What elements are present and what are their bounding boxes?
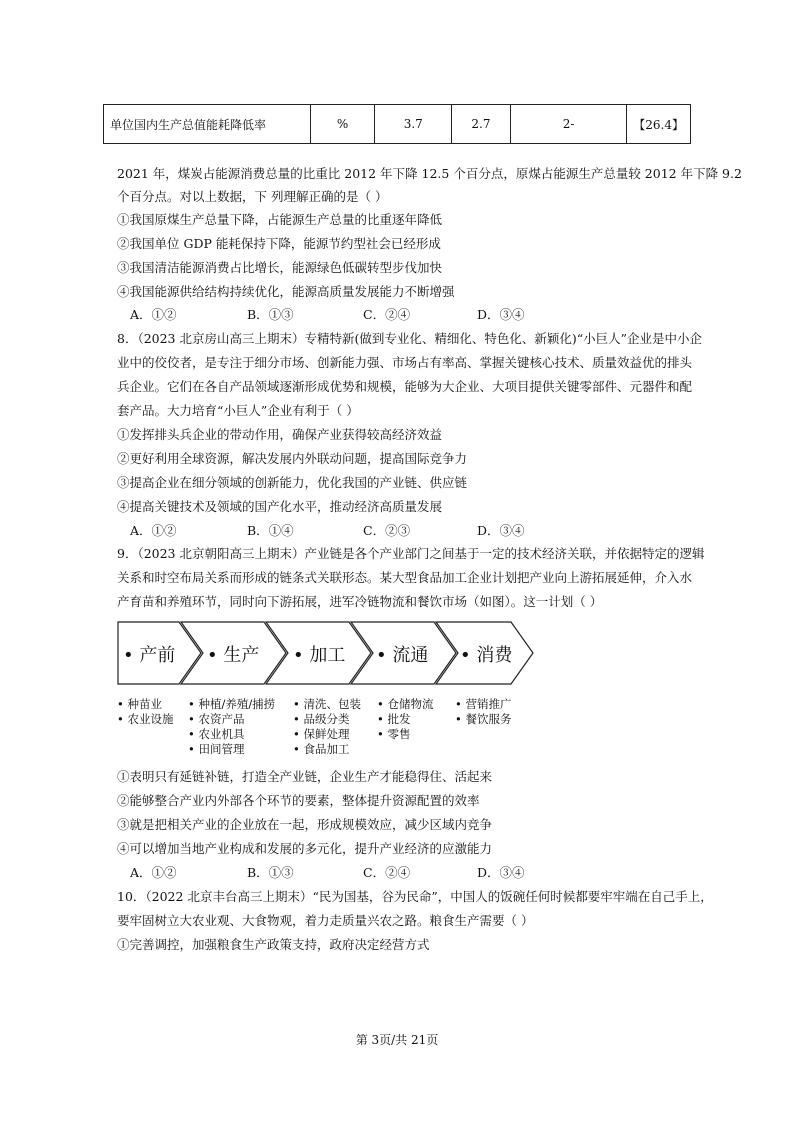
q8-option-c[interactable]: C．②③ (363, 523, 411, 538)
q8-statement-2: ②更好利用全球资源，解决发展内外联动问题，提高国际竞争力 (117, 451, 468, 466)
q7-option-d[interactable]: D．③④ (477, 307, 525, 322)
q9-statement-1: ①表明只有延链补链，打造全产业链，企业生产才能稳得住、活起来 (117, 769, 493, 784)
list-item: • 仓储物流 (377, 697, 434, 711)
q7-statement-4: ④我国能源供给结构持续优化，能源高质量发展能力不断增强 (117, 284, 455, 299)
list-item: • 田间管理 (188, 742, 245, 756)
stage-details-circulation (377, 697, 433, 742)
q10-stem-line-1: 10．（2022 北京丰台高三上期末）“民为国基，谷为民命”，中国人的饭碗任何时候都要牢牢端在自己手上， (117, 889, 713, 904)
list-item: • 种植/养殖/捕捞 (188, 697, 276, 711)
list-item: • 农业机具 (188, 727, 245, 741)
stage-label-consumption: • 消费 (460, 645, 513, 666)
page-number-footer: 第 3页/共 21页 (355, 1033, 439, 1047)
stage-label-circulation: • 流通 (376, 645, 429, 666)
q7-option-c[interactable]: C．②④ (363, 307, 411, 322)
table-cell-value-3: 2- (510, 105, 626, 144)
table-cell-value-1: 3.7 (375, 105, 452, 144)
q9-stem-line-1: 9．（2023 北京朝阳高三上期末）产业链是各个产业部门之间基于一定的技术经济关联，并依据特定的逻辑 (117, 546, 705, 561)
q9-statement-4: ④可以增加当地产业构成和发展的多元化，提升产业经济的应激能力 (117, 841, 493, 856)
list-item: • 农资产品 (188, 712, 245, 726)
table-cell-value-4: 【26.4】 (627, 105, 691, 144)
list-item: • 农业设施 (117, 712, 174, 726)
energy-indicator-table (103, 104, 691, 144)
stage-label-production: • 生产 (207, 645, 260, 666)
q8-option-b[interactable]: B．①④ (247, 523, 294, 538)
q8-statement-4: ④提高关键技术及领域的国产化水平，推动经济高质量发展 (117, 499, 443, 514)
table-cell-unit: % (310, 105, 375, 144)
q10-statement-1: ①完善调控，加强粮食生产政策支持，政府决定经营方式 (117, 937, 430, 952)
list-item: • 批发 (377, 712, 411, 726)
q7-stem-line-2: 个百分点。对以上数据，下 列理解正确的是（ ） (117, 189, 388, 204)
q7-statement-2: ②我国单位 GDP 能耗保持下降，能源节约型社会已经形成 (117, 236, 441, 251)
table-row (104, 105, 691, 144)
q9-statement-3: ③就是把相关产业的企业放在一起，形成规模效应，减少区域内竞争 (117, 817, 493, 832)
stage-details-production (188, 697, 275, 757)
q8-option-a[interactable]: A．①② (130, 523, 177, 538)
list-item: • 营销推广 (455, 697, 512, 711)
q7-stem-line-1: 2021 年，煤炭占能源消费总量的比重比 2012 年下降 12.5 个百分点，原煤占能源生产总量较 2012 年下降 9.2 (117, 166, 742, 181)
list-item: • 种苗业 (117, 697, 162, 711)
stage-details-consumption (455, 697, 511, 727)
q8-stem-line-3: 兵企业。它们在各自产品领域逐渐形成优势和规模，能够为大企业、大项目提供关键零部件、元器件和配 (117, 379, 693, 394)
stage-label-processing: • 加工 (293, 645, 346, 666)
q9-stem-line-3: 产育苗和养殖环节，同时向下游拓展，进军冷链物流和餐饮市场（如图）。这一计划（ ） (117, 594, 603, 609)
table-cell-indicator: 单位国内生产总值能耗降低率 (104, 105, 311, 144)
stage-details-processing (293, 697, 361, 757)
q8-stem-line-4: 套产品。大力培育“小巨人”企业有利于（ ） (117, 403, 359, 418)
stage-label-pre-production: • 产前 (123, 645, 176, 666)
list-item: • 保鲜处理 (293, 727, 350, 741)
q9-option-d[interactable]: D．③④ (477, 865, 525, 880)
table-cell-value-2: 2.7 (452, 105, 511, 144)
q7-statement-3: ③我国清洁能源消费占比增长，能源绿色低碳转型步伐加快 (117, 260, 443, 275)
q7-statement-1: ①我国原煤生产总量下降，占能源生产总量的比重逐年降低 (117, 212, 443, 227)
list-item: • 清洗、包装 (293, 697, 361, 711)
q9-statement-2: ②能够整合产业内外部各个环节的要素，整体提升资源配置的效率 (117, 793, 480, 808)
list-item: • 食品加工 (293, 742, 350, 756)
list-item: • 零售 (377, 727, 411, 741)
q8-stem-line-1: 8．（2023 北京房山高三上期末）专精特新(做到专业化、精细化、特色化、新颖化)“小巨人”企业是中小企 (117, 331, 703, 346)
list-item: • 品级分类 (293, 712, 350, 726)
q8-statement-1: ①发挥排头兵企业的带动作用，确保产业获得较高经济效益 (117, 427, 443, 442)
stage-details-pre-production (117, 697, 173, 727)
q8-option-d[interactable]: D．③④ (477, 523, 525, 538)
q10-stem-line-2: 要牢固树立大农业观、大食物观，着力走质量兴农之路。粮食生产需要（ ） (117, 913, 534, 928)
q7-option-a[interactable]: A．①② (130, 307, 177, 322)
q9-option-c[interactable]: C．②④ (363, 865, 411, 880)
q7-option-b[interactable]: B．①③ (247, 307, 294, 322)
list-item: • 餐饮服务 (455, 712, 512, 726)
q8-stem-line-2: 业中的佼佼者，是专注于细分市场、创新能力强、市场占有率高、掌握关键核心技术、质量效益优的排头 (117, 355, 693, 370)
q9-option-a[interactable]: A．①② (130, 865, 177, 880)
q9-option-b[interactable]: B．①③ (247, 865, 294, 880)
q8-statement-3: ③提高企业在细分领域的创新能力，优化我国的产业链、供应链 (117, 475, 468, 490)
q9-stem-line-2: 关系和时空布局关系而形成的链条式关联形态。某大型食品加工企业计划把产业向上游拓展延伸，介入水 (117, 570, 693, 585)
industry-chain-diagram (117, 617, 537, 762)
